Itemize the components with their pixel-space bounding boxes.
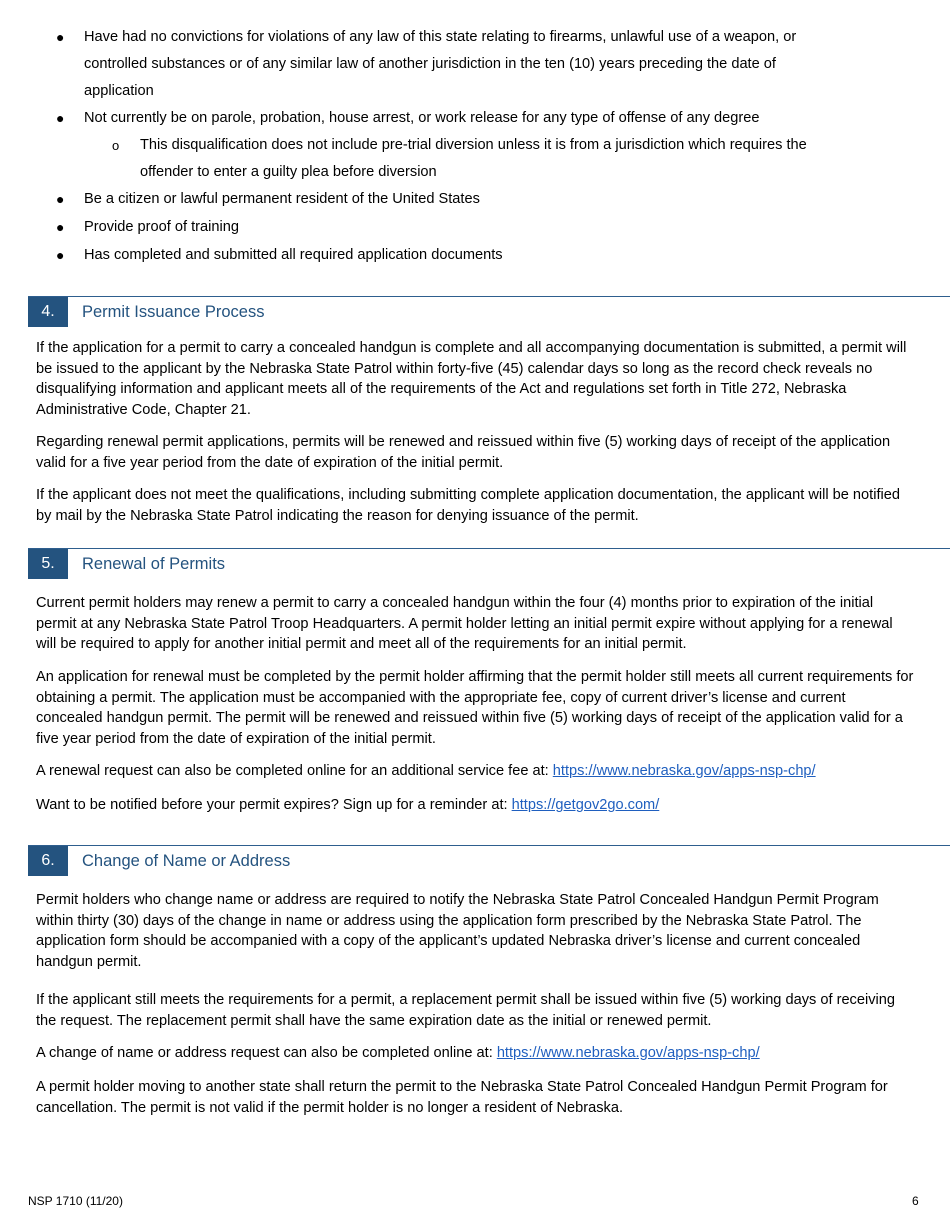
paragraph-text: A change of name or address request can also be completed online at: [36,1045,497,1061]
bullet-icon: ● [56,29,65,45]
list-item-line: Not currently be on parole, probation, house arrest, or work release for any type of offense of any degree [84,110,760,126]
list-item-line: controlled substances or of any similar law of another jurisdiction in the ten (10) years preceding the date of [84,56,776,72]
paragraph: Regarding renewal permit applications, permits will be renewed and reissued within five (5) working days of receipt of the application valid for a five year period from the date of expiration of the initial permit. [36,434,891,471]
list-item-line: Be a citizen or lawful permanent resident of the United States [84,191,480,207]
paragraph: If the applicant still meets the requirements for a permit, a replacement permit shall be issued within five (5) working days of receiving the request. The replacement permit shall have the same expiration date as the initial or renewed permit. [36,992,895,1029]
paragraph: If the applicant does not meet the qualifications, including submitting complete application documentation, the applicant will be notified by mail by the Nebraska State Patrol indicating the reason for denying issuance of the permit. [36,487,900,524]
list-item-line: This disqualification does not include pre-trial diversion unless it is from a jurisdiction which requires the [140,137,807,153]
nsp-chp-link[interactable]: https://www.nebraska.gov/apps-nsp-chp/ [496,1045,760,1061]
list-item [84,24,874,105]
nsp-chp-link[interactable]: https://www.nebraska.gov/apps-nsp-chp/ [552,763,816,779]
section-number: 4. [28,297,68,327]
bullet-icon: ● [56,191,65,207]
section-header-6 [28,845,950,879]
list-item-line: application [84,83,154,99]
paragraph [36,795,916,816]
section-title: Change of Name or Address [82,852,291,870]
form-id: NSP 1710 (11/20) [28,1194,123,1208]
getgov2go-link[interactable]: https://getgov2go.com/ [511,797,660,813]
section-number: 5. [28,549,68,579]
list-item-line: Has completed and submitted all required application documents [84,247,503,263]
section-title: Renewal of Permits [82,555,226,573]
paragraph: An application for renewal must be completed by the permit holder affirming that the permit holder still meets all current requirements for obtaining a permit. The application must be accompanied with the appropriate fee, copy of current driver’s license and current concealed handgun permit. The permit will be renewed and reissued within five (5) working days of receipt of the application valid for a five year period from the date of expiration of the initial permit. [36,669,914,747]
list-item [84,186,874,213]
sub-list-item [140,132,870,186]
list-item [84,242,874,269]
page-number: 6 [912,1194,919,1208]
bullet-icon: ● [56,219,65,235]
list-item [84,214,874,241]
section-header-5 [28,548,950,582]
bullet-icon: ● [56,247,65,263]
paragraph-text: Want to be notified before your permit expires? Sign up for a reminder at: [36,797,512,813]
section-header-4 [28,296,950,330]
list-item [84,105,874,132]
paragraph [36,1043,916,1064]
sub-bullet-icon: o [112,138,120,153]
paragraph-text: A renewal request can also be completed online for an additional service fee at: [36,763,553,779]
paragraph: Current permit holders may renew a permit to carry a concealed handgun within the four (4) months prior to expiration of the initial permit at any Nebraska State Patrol Troop Headquarters. A permit holder letting an initial permit expire without applying for a renewal will be required to apply for another initial permit and meet all of the requirements for an initial permit. [36,595,893,652]
paragraph: A permit holder moving to another state shall return the permit to the Nebraska State Patrol Concealed Handgun Permit Program for cancellation. The permit is not valid if the permit holder is no longer a resident of Nebraska. [36,1079,888,1116]
section-title: Permit Issuance Process [82,303,265,321]
paragraph: If the application for a permit to carry a concealed handgun is complete and all accompanying documentation is submitted, a permit will be issued to the applicant by the Nebraska State Patrol within forty-five (45) calendar days so long as the record check reveals no disqualifying information and applicant meets all of the requirements of the Act and regulations set forth in Title 272, Nebraska Administrative Code, Chapter 21. [36,340,907,418]
section-number: 6. [28,846,68,876]
paragraph [36,761,916,782]
bullet-icon: ● [56,110,65,126]
paragraph: Permit holders who change name or address are required to notify the Nebraska State Patrol Concealed Handgun Permit Program within thirty (30) days of the change in name or address using the application form prescribed by the Nebraska State Patrol. The application form should be accompanied with a copy of the applicant’s updated Nebraska driver’s license and current concealed handgun permit. [36,892,879,970]
list-item-line: Provide proof of training [84,219,239,235]
list-item-line: Have had no convictions for violations of any law of this state relating to firearms, unlawful use of a weapon, or [84,29,797,45]
list-item-line: offender to enter a guilty plea before diversion [140,164,437,180]
